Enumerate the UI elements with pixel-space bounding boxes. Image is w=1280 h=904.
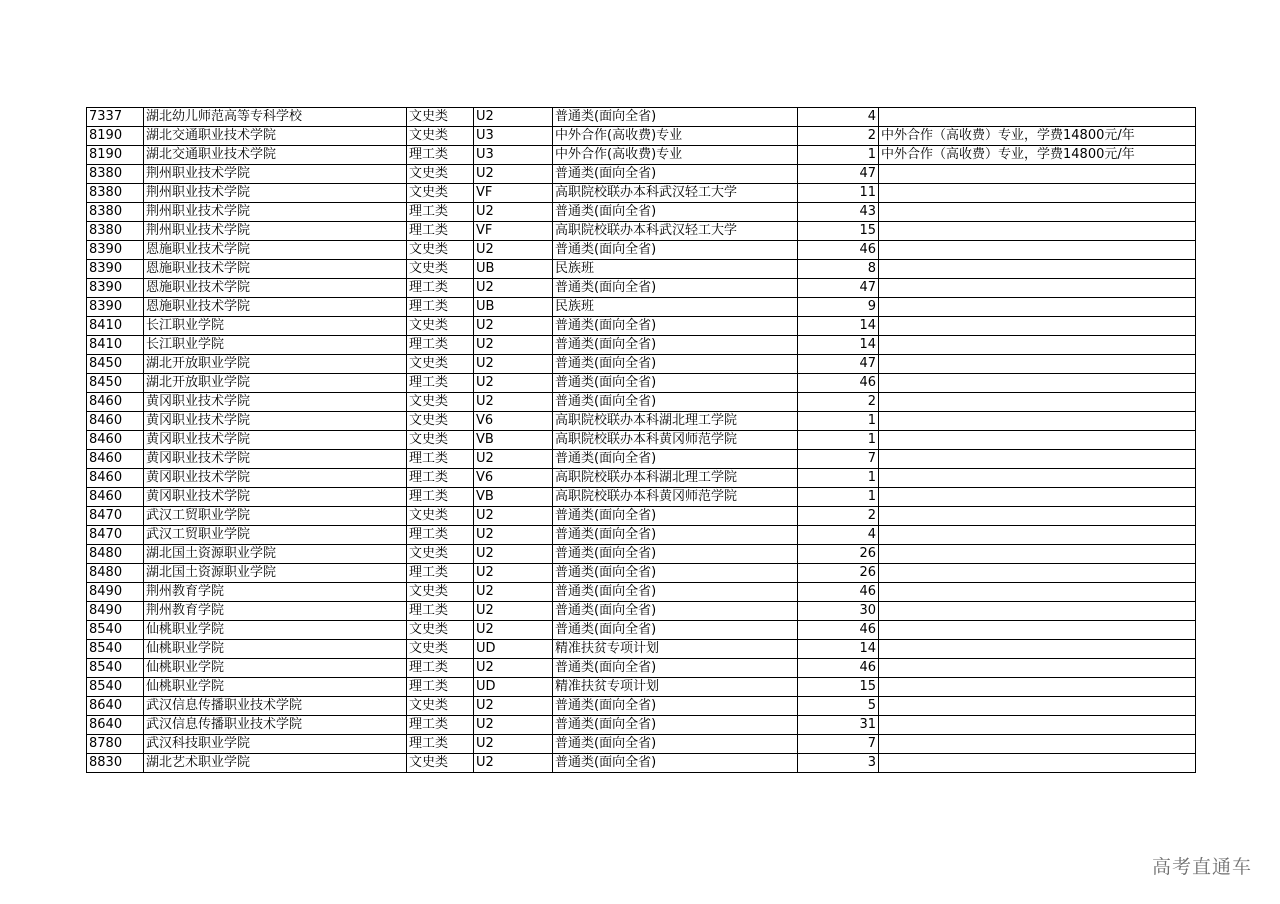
school-name-cell: 湖北交通职业技术学院 xyxy=(144,127,407,146)
table-row xyxy=(87,602,1196,621)
plan-type-code-cell: U3 xyxy=(474,146,553,165)
table-row xyxy=(87,393,1196,412)
table-row xyxy=(87,526,1196,545)
plan-type-code-cell: VF xyxy=(474,222,553,241)
plan-type-cell: 高职院校联办本科湖北理工学院 xyxy=(553,469,798,488)
school-name-cell: 仙桃职业学院 xyxy=(144,659,407,678)
plan-count-cell: 30 xyxy=(798,602,879,621)
plan-count-cell: 47 xyxy=(798,279,879,298)
school-code-cell: 8380 xyxy=(87,203,144,222)
school-name-cell: 荆州教育学院 xyxy=(144,602,407,621)
remark-cell xyxy=(879,678,1196,697)
remark-cell xyxy=(879,108,1196,127)
school-name-cell: 恩施职业技术学院 xyxy=(144,260,407,279)
plan-type-cell: 民族班 xyxy=(553,298,798,317)
plan-type-code-cell: U2 xyxy=(474,507,553,526)
plan-type-cell: 精准扶贫专项计划 xyxy=(553,640,798,659)
plan-type-cell: 普通类(面向全省) xyxy=(553,355,798,374)
table-row xyxy=(87,545,1196,564)
plan-type-code-cell: VB xyxy=(474,431,553,450)
school-code-cell: 8830 xyxy=(87,754,144,773)
remark-cell xyxy=(879,754,1196,773)
school-name-cell: 湖北开放职业学院 xyxy=(144,355,407,374)
category-cell: 文史类 xyxy=(407,393,474,412)
remark-cell xyxy=(879,393,1196,412)
school-name-cell: 湖北国土资源职业学院 xyxy=(144,545,407,564)
school-code-cell: 8410 xyxy=(87,336,144,355)
plan-type-code-cell: U2 xyxy=(474,317,553,336)
category-cell: 文史类 xyxy=(407,412,474,431)
plan-type-cell: 普通类(面向全省) xyxy=(553,374,798,393)
plan-type-cell: 普通类(面向全省) xyxy=(553,602,798,621)
plan-count-cell: 7 xyxy=(798,735,879,754)
plan-count-cell: 46 xyxy=(798,621,879,640)
category-cell: 文史类 xyxy=(407,697,474,716)
school-code-cell: 7337 xyxy=(87,108,144,127)
table-row xyxy=(87,127,1196,146)
table-row xyxy=(87,298,1196,317)
plan-type-cell: 中外合作(高收费)专业 xyxy=(553,127,798,146)
table-row xyxy=(87,659,1196,678)
school-name-cell: 黄冈职业技术学院 xyxy=(144,393,407,412)
table-row xyxy=(87,507,1196,526)
plan-count-cell: 1 xyxy=(798,431,879,450)
school-code-cell: 8540 xyxy=(87,621,144,640)
table-row xyxy=(87,469,1196,488)
plan-type-code-cell: UD xyxy=(474,678,553,697)
category-cell: 文史类 xyxy=(407,507,474,526)
category-cell: 文史类 xyxy=(407,241,474,260)
school-code-cell: 8410 xyxy=(87,317,144,336)
school-code-cell: 8390 xyxy=(87,241,144,260)
school-code-cell: 8540 xyxy=(87,678,144,697)
plan-count-cell: 2 xyxy=(798,127,879,146)
plan-type-code-cell: U2 xyxy=(474,545,553,564)
school-name-cell: 荆州职业技术学院 xyxy=(144,203,407,222)
table-row xyxy=(87,336,1196,355)
plan-count-cell: 1 xyxy=(798,146,879,165)
plan-type-code-cell: U2 xyxy=(474,336,553,355)
category-cell: 理工类 xyxy=(407,659,474,678)
category-cell: 理工类 xyxy=(407,450,474,469)
plan-count-cell: 31 xyxy=(798,716,879,735)
plan-type-code-cell: UB xyxy=(474,260,553,279)
plan-count-cell: 7 xyxy=(798,450,879,469)
plan-count-cell: 47 xyxy=(798,355,879,374)
category-cell: 理工类 xyxy=(407,678,474,697)
plan-type-cell: 高职院校联办本科黄冈师范学院 xyxy=(553,488,798,507)
school-code-cell: 8380 xyxy=(87,222,144,241)
plan-type-code-cell: U2 xyxy=(474,108,553,127)
plan-type-code-cell: U2 xyxy=(474,203,553,222)
category-cell: 理工类 xyxy=(407,602,474,621)
plan-type-cell: 普通类(面向全省) xyxy=(553,526,798,545)
plan-type-cell: 精准扶贫专项计划 xyxy=(553,678,798,697)
school-name-cell: 武汉工贸职业学院 xyxy=(144,526,407,545)
remark-cell xyxy=(879,374,1196,393)
category-cell: 理工类 xyxy=(407,146,474,165)
plan-count-cell: 15 xyxy=(798,678,879,697)
plan-count-cell: 8 xyxy=(798,260,879,279)
category-cell: 理工类 xyxy=(407,564,474,583)
school-name-cell: 武汉信息传播职业技术学院 xyxy=(144,716,407,735)
school-code-cell: 8460 xyxy=(87,431,144,450)
category-cell: 文史类 xyxy=(407,640,474,659)
school-name-cell: 湖北开放职业学院 xyxy=(144,374,407,393)
plan-type-code-cell: VB xyxy=(474,488,553,507)
category-cell: 理工类 xyxy=(407,716,474,735)
plan-type-code-cell: U2 xyxy=(474,241,553,260)
category-cell: 文史类 xyxy=(407,545,474,564)
enrollment-plan-sheet xyxy=(86,107,1196,773)
remark-cell xyxy=(879,564,1196,583)
school-code-cell: 8640 xyxy=(87,716,144,735)
plan-type-code-cell: U3 xyxy=(474,127,553,146)
school-name-cell: 仙桃职业学院 xyxy=(144,621,407,640)
school-name-cell: 湖北交通职业技术学院 xyxy=(144,146,407,165)
table-row xyxy=(87,697,1196,716)
plan-count-cell: 14 xyxy=(798,640,879,659)
plan-type-cell: 高职院校联办本科武汉轻工大学 xyxy=(553,222,798,241)
plan-count-cell: 47 xyxy=(798,165,879,184)
table-row xyxy=(87,735,1196,754)
school-code-cell: 8390 xyxy=(87,260,144,279)
remark-cell xyxy=(879,583,1196,602)
table-row xyxy=(87,716,1196,735)
plan-type-cell: 普通类(面向全省) xyxy=(553,697,798,716)
remark-cell xyxy=(879,716,1196,735)
school-name-cell: 湖北国土资源职业学院 xyxy=(144,564,407,583)
watermark: 高考直通车 xyxy=(1151,856,1252,878)
plan-type-code-cell: U2 xyxy=(474,165,553,184)
school-name-cell: 荆州教育学院 xyxy=(144,583,407,602)
plan-count-cell: 46 xyxy=(798,374,879,393)
plan-type-cell: 普通类(面向全省) xyxy=(553,735,798,754)
school-name-cell: 荆州职业技术学院 xyxy=(144,165,407,184)
table-row xyxy=(87,621,1196,640)
enrollment-plan-table xyxy=(86,107,1196,773)
school-name-cell: 湖北幼儿师范高等专科学校 xyxy=(144,108,407,127)
plan-count-cell: 46 xyxy=(798,659,879,678)
plan-type-cell: 普通类(面向全省) xyxy=(553,621,798,640)
plan-type-cell: 普通类(面向全省) xyxy=(553,564,798,583)
plan-count-cell: 11 xyxy=(798,184,879,203)
school-code-cell: 8450 xyxy=(87,374,144,393)
remark-cell xyxy=(879,621,1196,640)
table-row xyxy=(87,678,1196,697)
school-code-cell: 8460 xyxy=(87,488,144,507)
school-code-cell: 8460 xyxy=(87,450,144,469)
remark-cell: 中外合作（高收费）专业，学费14800元/年 xyxy=(879,127,1196,146)
category-cell: 理工类 xyxy=(407,526,474,545)
school-name-cell: 湖北艺术职业学院 xyxy=(144,754,407,773)
plan-type-code-cell: U2 xyxy=(474,697,553,716)
plan-type-code-cell: UD xyxy=(474,640,553,659)
school-name-cell: 黄冈职业技术学院 xyxy=(144,469,407,488)
plan-type-cell: 普通类(面向全省) xyxy=(553,165,798,184)
plan-type-cell: 普通类(面向全省) xyxy=(553,336,798,355)
school-name-cell: 黄冈职业技术学院 xyxy=(144,488,407,507)
category-cell: 理工类 xyxy=(407,222,474,241)
plan-count-cell: 2 xyxy=(798,507,879,526)
category-cell: 文史类 xyxy=(407,431,474,450)
remark-cell xyxy=(879,602,1196,621)
category-cell: 理工类 xyxy=(407,336,474,355)
table-row xyxy=(87,222,1196,241)
table-row xyxy=(87,450,1196,469)
plan-type-cell: 普通类(面向全省) xyxy=(553,279,798,298)
plan-type-code-cell: UB xyxy=(474,298,553,317)
category-cell: 理工类 xyxy=(407,735,474,754)
school-code-cell: 8390 xyxy=(87,279,144,298)
plan-type-cell: 高职院校联办本科湖北理工学院 xyxy=(553,412,798,431)
school-code-cell: 8640 xyxy=(87,697,144,716)
category-cell: 文史类 xyxy=(407,754,474,773)
plan-count-cell: 3 xyxy=(798,754,879,773)
category-cell: 文史类 xyxy=(407,583,474,602)
school-name-cell: 仙桃职业学院 xyxy=(144,678,407,697)
remark-cell xyxy=(879,222,1196,241)
school-code-cell: 8780 xyxy=(87,735,144,754)
school-code-cell: 8470 xyxy=(87,507,144,526)
plan-type-cell: 普通类(面向全省) xyxy=(553,450,798,469)
school-name-cell: 长江职业学院 xyxy=(144,336,407,355)
table-row xyxy=(87,184,1196,203)
plan-type-code-cell: V6 xyxy=(474,469,553,488)
plan-type-cell: 普通类(面向全省) xyxy=(553,507,798,526)
table-row xyxy=(87,165,1196,184)
school-name-cell: 黄冈职业技术学院 xyxy=(144,450,407,469)
school-code-cell: 8390 xyxy=(87,298,144,317)
remark-cell xyxy=(879,336,1196,355)
school-name-cell: 武汉工贸职业学院 xyxy=(144,507,407,526)
school-name-cell: 武汉科技职业学院 xyxy=(144,735,407,754)
table-row xyxy=(87,260,1196,279)
plan-count-cell: 1 xyxy=(798,412,879,431)
plan-type-code-cell: U2 xyxy=(474,450,553,469)
remark-cell xyxy=(879,735,1196,754)
plan-count-cell: 1 xyxy=(798,469,879,488)
school-code-cell: 8470 xyxy=(87,526,144,545)
table-row xyxy=(87,488,1196,507)
category-cell: 理工类 xyxy=(407,374,474,393)
category-cell: 文史类 xyxy=(407,108,474,127)
remark-cell xyxy=(879,241,1196,260)
plan-type-code-cell: U2 xyxy=(474,393,553,412)
table-row xyxy=(87,355,1196,374)
plan-type-code-cell: U2 xyxy=(474,355,553,374)
plan-type-cell: 普通类(面向全省) xyxy=(553,317,798,336)
school-code-cell: 8480 xyxy=(87,564,144,583)
plan-type-cell: 普通类(面向全省) xyxy=(553,545,798,564)
school-name-cell: 恩施职业技术学院 xyxy=(144,279,407,298)
remark-cell xyxy=(879,450,1196,469)
table-row xyxy=(87,412,1196,431)
plan-count-cell: 14 xyxy=(798,317,879,336)
remark-cell xyxy=(879,412,1196,431)
plan-count-cell: 2 xyxy=(798,393,879,412)
plan-type-code-cell: VF xyxy=(474,184,553,203)
plan-type-cell: 普通类(面向全省) xyxy=(553,583,798,602)
category-cell: 文史类 xyxy=(407,260,474,279)
table-row xyxy=(87,754,1196,773)
category-cell: 理工类 xyxy=(407,488,474,507)
remark-cell xyxy=(879,659,1196,678)
table-row xyxy=(87,108,1196,127)
plan-type-cell: 普通类(面向全省) xyxy=(553,203,798,222)
plan-type-cell: 普通类(面向全省) xyxy=(553,393,798,412)
category-cell: 文史类 xyxy=(407,127,474,146)
remark-cell xyxy=(879,697,1196,716)
category-cell: 理工类 xyxy=(407,469,474,488)
remark-cell xyxy=(879,431,1196,450)
remark-cell xyxy=(879,203,1196,222)
remark-cell xyxy=(879,279,1196,298)
table-body xyxy=(87,108,1196,773)
school-code-cell: 8480 xyxy=(87,545,144,564)
remark-cell xyxy=(879,469,1196,488)
plan-count-cell: 9 xyxy=(798,298,879,317)
school-code-cell: 8460 xyxy=(87,469,144,488)
school-code-cell: 8460 xyxy=(87,412,144,431)
remark-cell xyxy=(879,507,1196,526)
plan-count-cell: 46 xyxy=(798,583,879,602)
plan-type-cell: 普通类(面向全省) xyxy=(553,716,798,735)
school-code-cell: 8450 xyxy=(87,355,144,374)
plan-type-code-cell: V6 xyxy=(474,412,553,431)
plan-count-cell: 15 xyxy=(798,222,879,241)
school-code-cell: 8490 xyxy=(87,583,144,602)
plan-type-cell: 高职院校联办本科黄冈师范学院 xyxy=(553,431,798,450)
school-name-cell: 荆州职业技术学院 xyxy=(144,222,407,241)
school-name-cell: 恩施职业技术学院 xyxy=(144,241,407,260)
school-code-cell: 8190 xyxy=(87,146,144,165)
plan-type-cell: 普通类(面向全省) xyxy=(553,108,798,127)
plan-type-code-cell: U2 xyxy=(474,659,553,678)
table-row xyxy=(87,640,1196,659)
plan-count-cell: 43 xyxy=(798,203,879,222)
school-code-cell: 8540 xyxy=(87,640,144,659)
plan-count-cell: 5 xyxy=(798,697,879,716)
remark-cell xyxy=(879,298,1196,317)
category-cell: 理工类 xyxy=(407,279,474,298)
plan-type-code-cell: U2 xyxy=(474,374,553,393)
remark-cell xyxy=(879,165,1196,184)
school-code-cell: 8190 xyxy=(87,127,144,146)
table-row xyxy=(87,146,1196,165)
plan-type-code-cell: U2 xyxy=(474,716,553,735)
plan-type-code-cell: U2 xyxy=(474,526,553,545)
table-row xyxy=(87,583,1196,602)
table-row xyxy=(87,564,1196,583)
category-cell: 文史类 xyxy=(407,355,474,374)
plan-type-cell: 中外合作(高收费)专业 xyxy=(553,146,798,165)
remark-cell: 中外合作（高收费）专业，学费14800元/年 xyxy=(879,146,1196,165)
plan-type-cell: 民族班 xyxy=(553,260,798,279)
plan-count-cell: 14 xyxy=(798,336,879,355)
plan-type-code-cell: U2 xyxy=(474,735,553,754)
remark-cell xyxy=(879,545,1196,564)
school-code-cell: 8380 xyxy=(87,165,144,184)
school-name-cell: 武汉信息传播职业技术学院 xyxy=(144,697,407,716)
plan-type-cell: 普通类(面向全省) xyxy=(553,241,798,260)
plan-count-cell: 26 xyxy=(798,545,879,564)
plan-type-code-cell: U2 xyxy=(474,621,553,640)
remark-cell xyxy=(879,355,1196,374)
school-code-cell: 8490 xyxy=(87,602,144,621)
table-row xyxy=(87,374,1196,393)
remark-cell xyxy=(879,184,1196,203)
school-code-cell: 8540 xyxy=(87,659,144,678)
school-code-cell: 8460 xyxy=(87,393,144,412)
category-cell: 文史类 xyxy=(407,317,474,336)
table-row xyxy=(87,317,1196,336)
plan-type-cell: 普通类(面向全省) xyxy=(553,754,798,773)
plan-count-cell: 46 xyxy=(798,241,879,260)
school-name-cell: 长江职业学院 xyxy=(144,317,407,336)
remark-cell xyxy=(879,260,1196,279)
remark-cell xyxy=(879,317,1196,336)
remark-cell xyxy=(879,488,1196,507)
category-cell: 理工类 xyxy=(407,203,474,222)
school-name-cell: 恩施职业技术学院 xyxy=(144,298,407,317)
remark-cell xyxy=(879,640,1196,659)
category-cell: 理工类 xyxy=(407,298,474,317)
school-code-cell: 8380 xyxy=(87,184,144,203)
table-row xyxy=(87,203,1196,222)
category-cell: 文史类 xyxy=(407,621,474,640)
category-cell: 文史类 xyxy=(407,165,474,184)
plan-type-code-cell: U2 xyxy=(474,279,553,298)
school-name-cell: 荆州职业技术学院 xyxy=(144,184,407,203)
plan-count-cell: 4 xyxy=(798,526,879,545)
school-name-cell: 仙桃职业学院 xyxy=(144,640,407,659)
remark-cell xyxy=(879,526,1196,545)
table-row xyxy=(87,431,1196,450)
plan-type-code-cell: U2 xyxy=(474,602,553,621)
plan-type-code-cell: U2 xyxy=(474,754,553,773)
category-cell: 文史类 xyxy=(407,184,474,203)
school-name-cell: 黄冈职业技术学院 xyxy=(144,431,407,450)
plan-count-cell: 1 xyxy=(798,488,879,507)
plan-type-code-cell: U2 xyxy=(474,564,553,583)
plan-count-cell: 26 xyxy=(798,564,879,583)
plan-type-cell: 高职院校联办本科武汉轻工大学 xyxy=(553,184,798,203)
plan-type-code-cell: U2 xyxy=(474,583,553,602)
plan-type-cell: 普通类(面向全省) xyxy=(553,659,798,678)
table-row xyxy=(87,241,1196,260)
plan-count-cell: 4 xyxy=(798,108,879,127)
table-row xyxy=(87,279,1196,298)
school-name-cell: 黄冈职业技术学院 xyxy=(144,412,407,431)
